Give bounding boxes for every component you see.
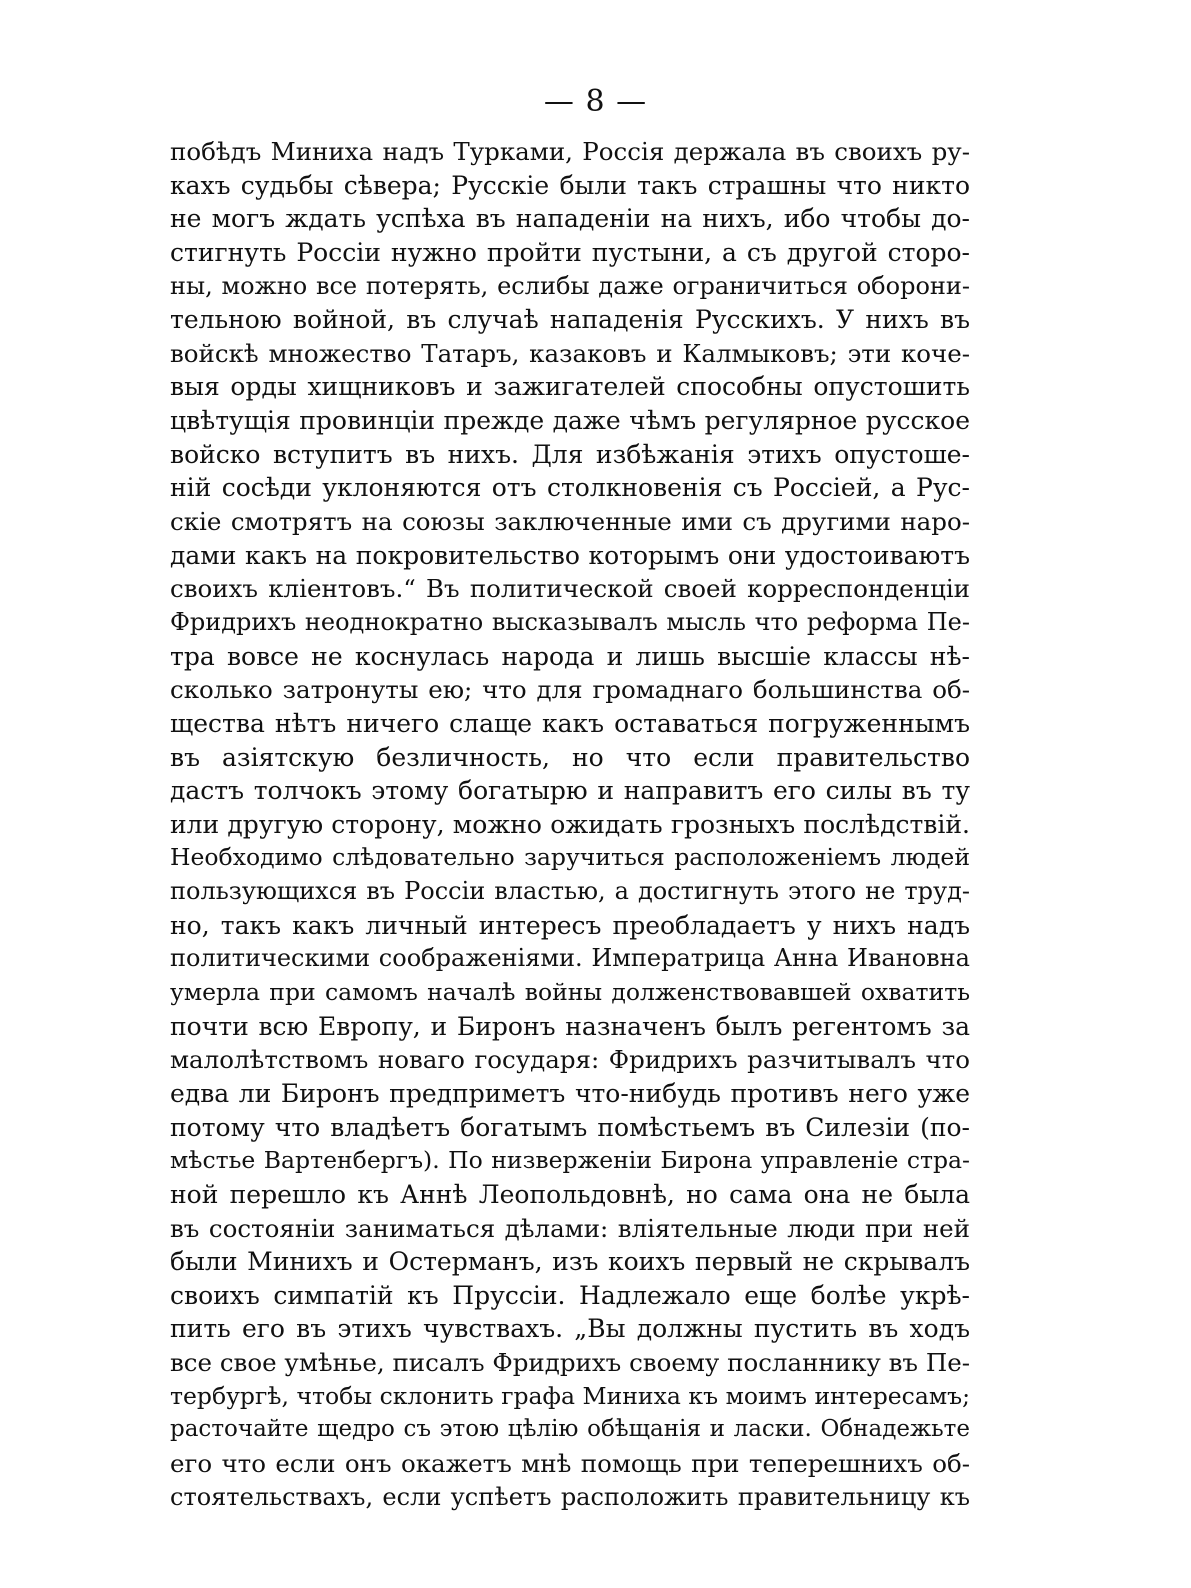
text-line: дами какъ на покровительство которымъ они удостоиваютъ [170, 540, 970, 570]
text-line: своихъ кліентовъ.“ Въ политической своей корреспонденціи [170, 574, 970, 604]
text-line: политическими соображеніями. Императрица Анна Ивановна [170, 944, 970, 973]
page-number: — 8 — [543, 84, 648, 119]
text-line: Необходимо слѣдовательно заручиться расположеніемъ людей [170, 843, 970, 872]
text-line: въ азіятскую безличность, но что если правительство [170, 742, 970, 772]
text-line: мѣстье Вартенбергъ). По низверженіи Бирона управленіе стра- [170, 1146, 970, 1175]
text-line: своихъ симпатій къ Пруссіи. Надлежало еще болѣе укрѣ- [170, 1280, 970, 1310]
text-line: войскѣ множество Татаръ, казаковъ и Калмыковъ; эти коче- [170, 338, 970, 368]
text-line: его что если онъ окажетъ мнѣ помощь при теперешнихъ об- [170, 1448, 970, 1478]
text-line: войско вступитъ въ нихъ. Для избѣжанія этихъ опустоше- [170, 439, 970, 469]
text-line: скіе смотрятъ на союзы заключенные ими съ другими наро- [170, 507, 970, 537]
text-line: умерла при самомъ началѣ войны долженствовавшей охватить [170, 978, 970, 1007]
text-line: выя орды хищниковъ и зажигателей способны опустошить [170, 372, 970, 402]
text-line: едва ли Биронъ предприметъ что-нибудь противъ него уже [170, 1078, 970, 1108]
text-line: потому что владѣетъ богатымъ помѣстьемъ въ Силезіи (по- [170, 1112, 970, 1142]
text-line: не могъ ждать успѣха въ нападеніи на нихъ, ибо чтобы до- [170, 204, 970, 234]
text-line: цвѣтущія провинціи прежде даже чѣмъ регулярное русское [170, 406, 970, 436]
text-line: тербургѣ, чтобы склонить графа Миниха къ моимъ интересамъ; [170, 1381, 970, 1410]
text-line: пить его въ этихъ чувствахъ. „Вы должны пустить въ ходъ [170, 1314, 970, 1344]
text-line: щества нѣтъ ничего слаще какъ оставаться погруженнымъ [170, 708, 970, 738]
text-line: стоятельствахъ, если успѣетъ расположить правительницу къ [170, 1482, 970, 1511]
text-line: малолѣтствомъ новаго государя: Фридрихъ разчитывалъ что [170, 1045, 970, 1075]
text-line: дастъ толчокъ этому богатырю и направитъ его силы въ ту [170, 776, 970, 806]
text-line: стигнуть Россіи нужно пройти пустыни, а съ другой сторо- [170, 237, 970, 267]
text-line: кахъ судьбы сѣвера; Русскіе были такъ страшны что никто [170, 170, 970, 200]
text-line: или другую сторону, можно ожидать грозныхъ послѣдствій. [170, 809, 970, 839]
text-line: были Минихъ и Остерманъ, изъ коихъ первый не скрывалъ [170, 1247, 970, 1277]
text-line: ной перешло къ Аннѣ Леопольдовнѣ, но сама она не была [170, 1179, 970, 1209]
text-line: все свое умѣнье, писалъ Фридрихъ своему посланнику въ Пе- [170, 1348, 970, 1378]
text-line: ны, можно все потерять, еслибы даже ограничиться оборони- [170, 271, 970, 300]
text-line: тра вовсе не коснулась народа и лишь высшіе классы нѣ- [170, 641, 970, 671]
text-line: почти всю Европу, и Биронъ назначенъ былъ регентомъ за [170, 1011, 970, 1041]
text-line: расточайте щедро съ этою цѣлію обѣщанія и ласки. Обнадежьте [170, 1416, 970, 1443]
text-line: Фридрихъ неоднократно высказывалъ мысль что реформа Пе- [170, 607, 970, 636]
text-line: въ состояніи заниматься дѣлами: вліятельные люди при ней [170, 1213, 970, 1243]
text-line: побѣдъ Миниха надъ Турками, Россія держала въ своихъ ру- [170, 137, 970, 166]
body-text [170, 135, 970, 1514]
text-line: ній сосѣди уклоняются отъ столкновенія съ Россіей, а Рус- [170, 473, 970, 503]
text-line: тельною войной, въ случаѣ нападенія Русскихъ. У нихъ въ [170, 305, 970, 335]
text-line: но, такъ какъ личный интересъ преобладаетъ у нихъ надъ [170, 910, 970, 940]
text-line: пользующихся въ Россіи властью, а достигнуть этого не труд- [170, 877, 970, 906]
text-line: сколько затронуты ею; что для громаднаго большинства об- [170, 675, 970, 705]
